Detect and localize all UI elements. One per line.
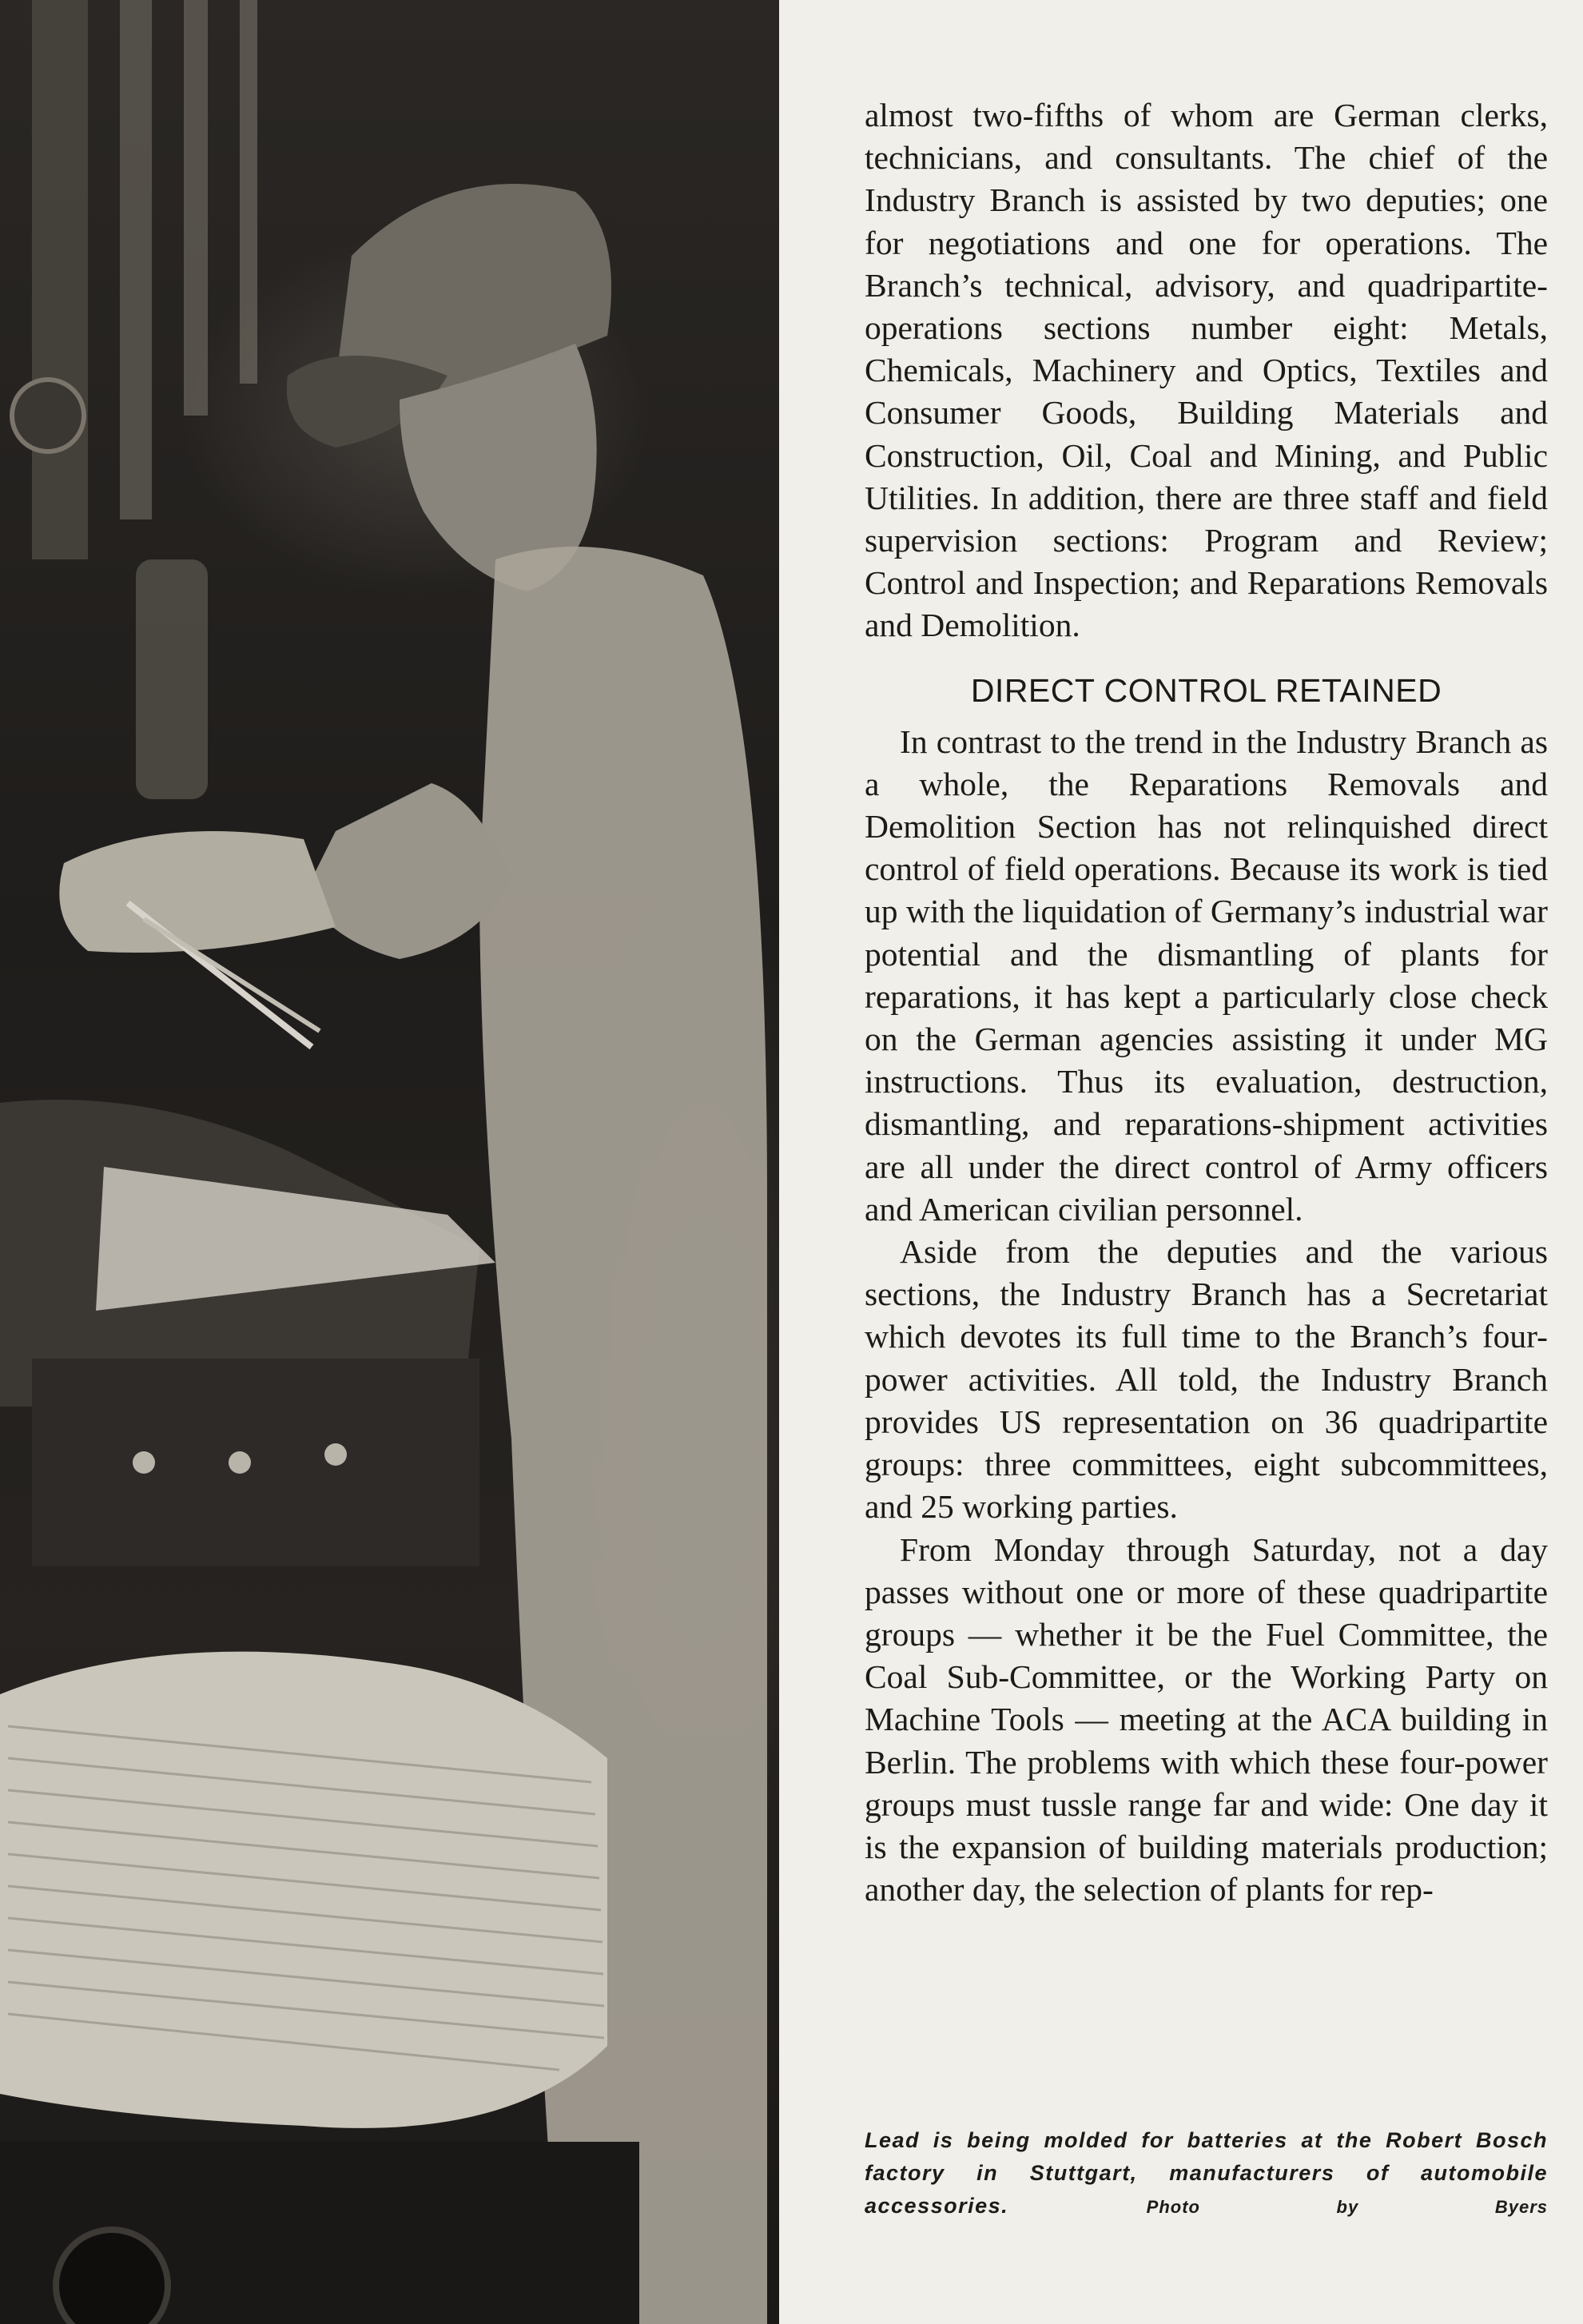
section-heading: DIRECT CONTROL RETAINED — [970, 671, 1442, 709]
article-body — [865, 94, 1548, 1911]
article-paragraph: almost two-fifths of whom are German clerks, technicians, and consultants. The chief of the Industry Branch is assisted by two deputies; one for negotiations and one for operations. The Branch’s technical, advisory, and quadripartite-operations sections number eight: Metals, Chemicals, Machinery and Optics, Textiles and Consumer Goods, Building Materials and Construction, Oil, Coal and Mining, and Public Utilities. In addition, there are three staff and field supervision sections: Program and Review; Control and Inspection; and Reparations Removals and Demolition. — [865, 97, 1548, 644]
caption-text: Lead is being molded for batteries at the Robert Bosch factory in Stuttgart, manufacturers of automobile accessories. — [865, 2128, 1548, 2218]
photo-caption — [865, 2124, 1548, 2223]
photo-credit: Photo by Byers — [1146, 2197, 1548, 2217]
worker-photo-illustration — [0, 0, 779, 2324]
article-paragraph: Aside from the deputies and the various sections, the Industry Branch has a Secretariat which devotes its full time to the Branch’s four-power activities. All told, the Industry Branch provides US representation on 36 quadripartite groups: three committees, eight subcommittees, and 25 working parties. — [865, 1233, 1548, 1526]
worker-photo — [0, 0, 779, 2324]
article-paragraph: In contrast to the trend in the Industry Branch as a whole, the Reparations Removals and Demolition Section has not relinquished direct control of field operations. Because its work is tied up with the liquidation of Germany’s industrial war potential and the dismantling of plants for reparations, it has kept a particularly close check on the German agencies assisting it under MG instructions. Thus its evaluation, destruction, dismantling, and reparations-shipment activities are all under the direct control of Army officers and American civilian personnel. — [865, 722, 1548, 1228]
article-paragraph: From Monday through Saturday, not a day passes without one or more of these quadripartite groups — whether it be the Fuel Committee, the Coal Sub-Committee, or the Working Party on Machine Tools — meeting at the ACA building in Berlin. The problems with which these four-power groups must tussle range far and wide: One day it is the expansion of building materials production; another day, the selection of plants for rep- — [865, 1530, 1548, 1908]
